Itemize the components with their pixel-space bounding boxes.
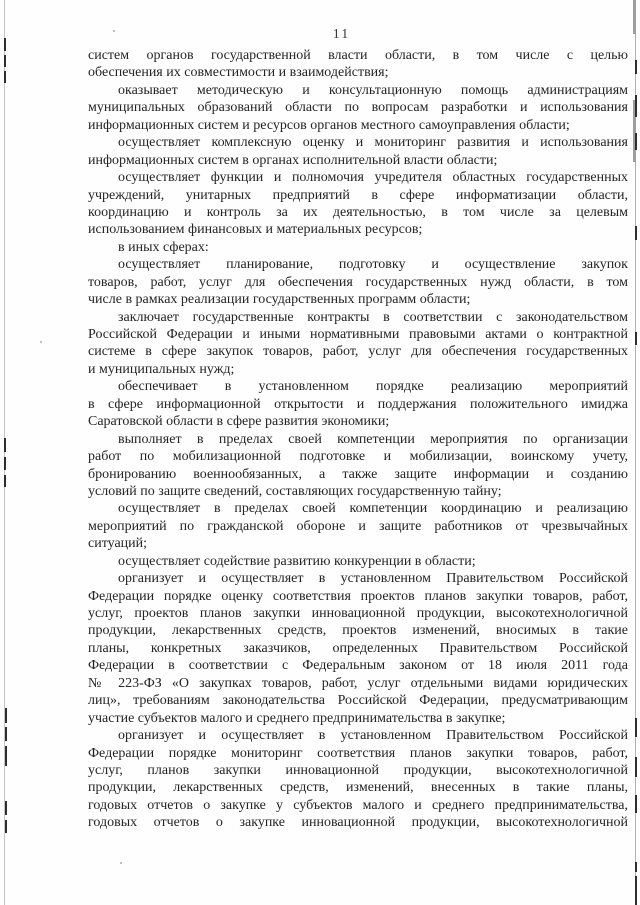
paragraph [88, 169, 628, 239]
text-line: координацию и контроль за их деятельностью, в том числе за целевым [88, 204, 628, 220]
paragraph [88, 239, 628, 256]
scan-edge-left-line [4, 0, 5, 905]
scan-edge-right-dash [635, 757, 637, 777]
text-line: ситуаций; [88, 536, 148, 552]
text-line: услуг, проектов планов закупки инновационной продукции, высокотехнологичной [88, 606, 628, 621]
text-line: осуществляет планирование, подготовку и осуществление закупок [118, 257, 628, 273]
text-line: организует и осуществляет в установленном Правительством Российской [118, 571, 628, 587]
paragraph [88, 309, 628, 379]
text-line: условий по защите сведений, составляющих государственную тайну; [88, 483, 502, 499]
scan-edge-left-dash [4, 71, 6, 83]
paragraph [88, 378, 628, 430]
scan-edge-right-dash [635, 226, 637, 240]
text-line: числе в рамках реализации государственных программ области; [88, 292, 471, 308]
document-body [88, 47, 628, 832]
text-line: услуг, планов закупки инновационной продукции, высокотехнологичной [88, 762, 628, 778]
text-line: осуществляет комплексную оценку и мониторинг развития и использования [118, 135, 628, 151]
text-line: учреждений, унитарных предприятий в сфере информатизации области, [88, 187, 628, 203]
text-line: оказывает методическую и консультационную помощь администрациям [118, 82, 628, 98]
text-line: продукции, лекарственных средств, изменений, внесенных в такие планы, [88, 780, 628, 796]
paragraph [88, 256, 628, 308]
text-line: участие субъектов малого и среднего предпринимательства в закупке; [88, 710, 506, 726]
text-line: лиц», требованиям законодательства Российской Федерации, предусматривающим [88, 693, 628, 709]
scan-edge-right-dash [635, 718, 637, 737]
scan-edge-left-dash [5, 820, 7, 833]
scan-edge-left-dash [5, 727, 7, 741]
scan-edge-left-dash [4, 475, 6, 487]
scan-edge-left-dash [4, 457, 6, 470]
paragraph [88, 47, 628, 82]
text-line: информационных систем и ресурсов органов местного самоуправления области; [88, 117, 570, 133]
page-number: 11 [332, 27, 351, 42]
scan-edge-right-dash [635, 60, 637, 74]
text-line: системе в сфере закупок товаров, работ, услуг для обеспечения государственных [88, 344, 628, 360]
text-line: осуществляет в пределах своей компетенции координацию и реализацию [118, 501, 628, 517]
scan-edge-left-dash [5, 746, 7, 766]
scan-edge-right-dash [635, 95, 637, 117]
text-line: и муниципальных нужд; [88, 361, 235, 377]
text-line: Российской Федерации и иными нормативными правовыми актами о контрактной [88, 327, 628, 342]
text-line: информационных систем в органах исполнительной власти области; [88, 152, 498, 168]
text-line: № 223-ФЗ «О закупках товаров, работ, услуг отдельными видами юридических [88, 675, 628, 691]
text-line: обеспечивает в установленном порядке реализацию мероприятий [118, 379, 628, 395]
scan-edge-left-dash [4, 55, 6, 67]
scan-speck [120, 862, 122, 864]
paragraph [88, 500, 628, 552]
scan-edge-left-dash [4, 38, 6, 51]
paragraph [88, 553, 628, 570]
text-line: обеспечения их совместимости и взаимодействия; [88, 65, 389, 81]
scan-edge-right-band [633, 0, 636, 34]
scan-edge-right-dash [635, 795, 637, 813]
text-line: годовых отчетов о закупке инновационной продукции, высокотехнологичной [88, 815, 628, 831]
text-line: бронированию военнообязанных, а также защите информации и созданию [88, 466, 628, 482]
text-line: в иных сферах: [118, 239, 209, 255]
text-line: работ по мобилизационной подготовке и мобилизации, воинскому учету, [88, 449, 628, 465]
text-line: использованием финансовых и материальных ресурсов; [88, 222, 423, 238]
text-line: осуществляет содействие развитию конкуренции в области; [118, 553, 476, 569]
text-line: систем органов государственной власти области, в том числе с целью [88, 48, 628, 63]
text-line: Федерации в соответствии с Федеральным законом от 18 июля 2011 года [88, 658, 628, 674]
text-line: планы, конкретных заказчиков, определенных Правительством Российской [88, 640, 628, 656]
text-line: продукции, лекарственных средств, проектов изменений, вносимых в такие [88, 623, 628, 639]
paragraph [88, 82, 628, 134]
text-line: товаров, работ, услуг для обеспечения государственных нужд области, в том [88, 274, 628, 290]
scan-edge-left-dash [4, 438, 6, 452]
text-line: Федерации порядке оценку соответствия проектов планов закупки товаров, работ, [88, 588, 628, 604]
scan-edge-right-dash [635, 133, 637, 150]
paragraph [88, 570, 628, 727]
text-line: Федерации порядке мониторинг соответствия планов закупки товаров, работ, [88, 745, 628, 761]
text-line: заключает государственные контракты в соответствии с законодательством [118, 309, 628, 325]
paragraph [88, 431, 628, 501]
text-line: организует и осуществляет в установленном Правительством Российской [118, 728, 628, 744]
text-line: муниципальных образований области по вопросам разработки и использования [88, 100, 628, 116]
scan-edge-left-dash [5, 801, 7, 815]
text-line: в сфере информационной открытости и поддержания положительного имиджа [88, 396, 628, 412]
scan-edge-right-dash [635, 876, 637, 905]
text-line: Саратовской области в сфере развития экономики; [88, 414, 390, 430]
scan-edge-left-dash [5, 708, 7, 723]
scan-edge-right-dash [635, 332, 637, 345]
text-line: осуществляет функции и полномочия учредителя областных государственных [118, 170, 628, 186]
scan-edge-right-dash [635, 862, 637, 872]
paragraph [88, 727, 628, 832]
paragraph [88, 134, 628, 169]
text-line: мероприятий по гражданской обороне и защите работников от чрезвычайных [88, 518, 628, 534]
scan-speck [40, 341, 42, 343]
text-line: годовых отчетов о закупке у субъектов малого и среднего предпринимательства, [88, 797, 628, 813]
text-line: выполняет в пределах своей компетенции мероприятия по организации [118, 431, 628, 447]
scan-speck [113, 30, 115, 32]
